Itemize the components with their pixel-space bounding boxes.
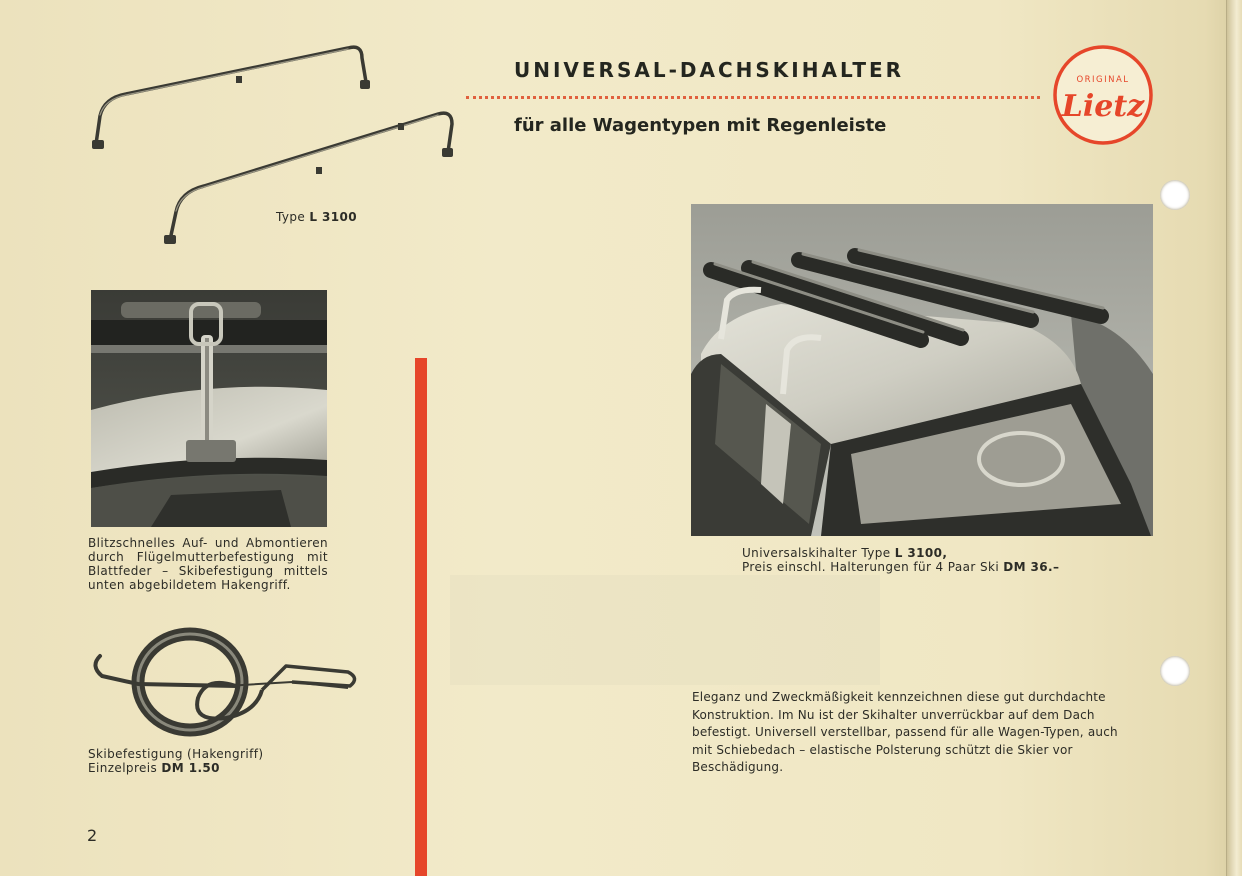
binder-hole-top [1160,180,1190,210]
page-edge [1226,0,1242,876]
hook-caption: Skibefestigung (Hakengriff) Einzelpreis DM 1.50 [88,747,264,775]
bleed-through-shadow [450,575,880,685]
binder-hole-bottom [1160,656,1190,686]
product-description: Eleganz und Zweckmäßigkeit kennzeichnen diese gut durchdachte Konstruktion. Im Nu ist der Skihalter unverrückbar auf dem Dach befestigt. Universell verstellbar, passend für alle Wagen-Typen, auch mit Schiebedach – elastische Polsterung schützt die Skier vor Beschädigung. [692,690,1118,774]
dotted-divider [466,96,1040,103]
page-title: UNIVERSAL-DACHSKIHALTER [514,58,905,82]
accent-bar [415,358,427,876]
page-number: 2 [87,826,98,845]
logo-top-text: ORIGINAL [1076,75,1130,85]
page-subtitle: für alle Wagentypen mit Regenleiste [514,115,887,136]
mount-detail-photo [91,290,327,527]
ski-hook-illustration [86,626,366,746]
rack-caption: Type L 3100 [276,210,358,224]
logo-brand: Lietz [1061,89,1145,124]
car-photo-caption: Universalskihalter Type L 3100, Preis einschl. Halterungen für 4 Paar Ski DM 36.– [742,546,1060,574]
lietz-logo [1052,44,1154,146]
mount-caption: Blitzschnelles Auf- und Abmontieren durch Flügelmutterbefestigung mit Blattfeder – Skibefestigung mittels unten abgebildetem Hakengriff. [88,536,328,592]
car-roof-photo [691,204,1153,536]
